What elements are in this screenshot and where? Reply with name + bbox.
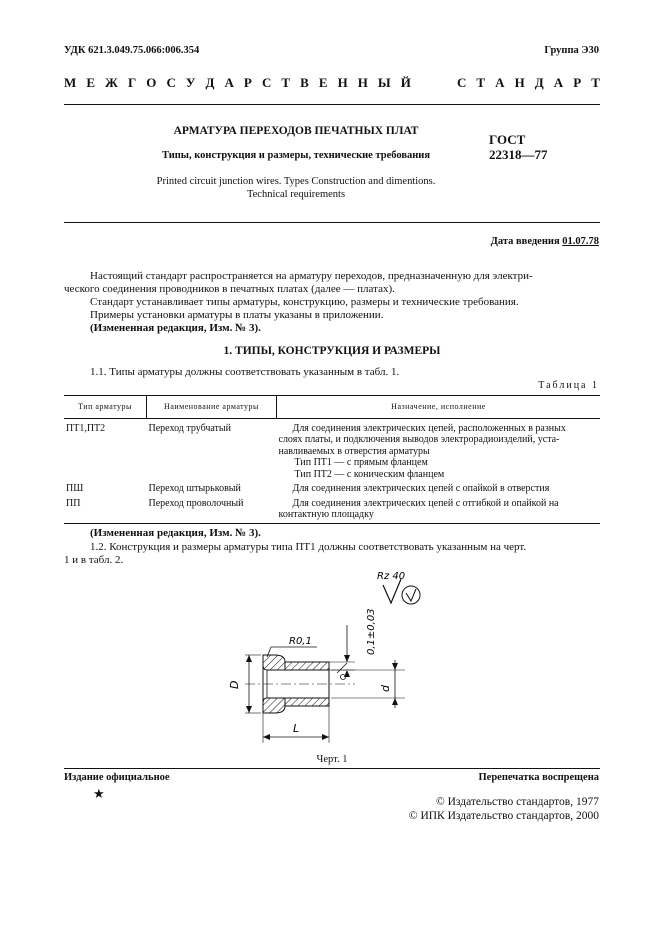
part-body [245, 655, 355, 713]
interstate-letter: С [166, 75, 176, 90]
star-icon: ★ [93, 786, 105, 801]
tolerance-dimension [329, 608, 377, 677]
purpose-subline: Тип ПТ2 — с коническим фланцем [294, 468, 445, 480]
technical-drawing [205, 565, 435, 750]
table-label: Таблица 1 [538, 380, 599, 391]
roughness-label: Rz 40 [377, 571, 406, 582]
interstate-letter: С [456, 75, 467, 90]
copyright-2000: © ИПК Издательство стандартов, 2000 [408, 810, 599, 822]
english-title-line-1: Printed circuit junction wires. Types Construction and dimentions. [156, 176, 436, 187]
interstate-letter: Ж [105, 75, 118, 90]
intro-p1-line2: ческого соединения проводников в печатных платах (далее — платах). [64, 283, 395, 295]
table-header-type: Тип арматуры [64, 396, 147, 419]
intro-p3: Примеры установки арматуры в платы указаны в приложении. [90, 309, 384, 321]
header-divider [64, 104, 600, 105]
interstate-letter: Т [281, 75, 291, 90]
dimension-L-label: L [293, 722, 300, 735]
dimension-d-label: d [379, 685, 392, 692]
document-title: АРМАТУРА ПЕРЕХОДОВ ПЕЧАТНЫХ ПЛАТ [173, 125, 419, 137]
table-row [64, 495, 600, 524]
clause-1-2-line1: 1.2. Конструкция и размеры арматуры типа ПТ1 должны соответствовать указанным на черт. [90, 541, 527, 553]
interstate-letter: Р [243, 75, 252, 90]
table-cell-purpose [277, 495, 601, 524]
types-table [64, 395, 600, 524]
dimension-D-label: D [228, 680, 241, 689]
interstate-letter: А [553, 75, 564, 90]
intro-text [64, 270, 600, 335]
interstate-letter: Д [534, 75, 544, 90]
table-cell-purpose [277, 418, 601, 480]
clause-1-2 [64, 541, 600, 567]
dimension-D [228, 655, 261, 713]
purpose-line: навливаемых в отверстия арматуры [278, 445, 430, 457]
effective-date-label: Дата введения [490, 236, 560, 247]
table-cell-purpose [277, 480, 601, 495]
roughness-symbol [377, 571, 420, 604]
gost-number: 22318—77 [489, 147, 548, 162]
gost-designation [489, 132, 548, 162]
english-title-line-2: Technical requirements [246, 189, 346, 200]
interstate-letter: Д [205, 75, 215, 90]
gost-label: ГОСТ [489, 132, 526, 147]
title-divider [64, 222, 600, 223]
table-cell-name: Переход трубчатый [148, 422, 231, 434]
intro-amendment: (Измененная редакция, Изм. № 3). [90, 322, 261, 334]
interstate-letter: Е [318, 75, 328, 90]
table-header-purpose: Назначение, исполнение [277, 396, 601, 419]
chamfer-mark [337, 663, 347, 680]
table-row [64, 480, 600, 495]
reprint-notice: Перепечатка воспрещена [478, 772, 599, 783]
interstate-letter: Ы [377, 75, 391, 90]
interstate-letter: Г [127, 75, 137, 90]
table-header-row [64, 396, 600, 419]
interstate-letter: М [64, 75, 77, 90]
footer-divider [64, 768, 600, 769]
section-heading: 1. ТИПЫ, КОНСТРУКЦИЯ И РАЗМЕРЫ [223, 345, 441, 357]
udk-code: УДК 621.3.049.75.066:006.354 [64, 45, 200, 56]
table-row [64, 418, 600, 480]
interstate-letter: В [300, 75, 309, 90]
effective-date [491, 236, 599, 247]
table-cell-type: ПТ1,ПТ2 [66, 422, 106, 434]
table-cell-name: Переход проволочный [147, 495, 277, 524]
purpose-line: контактную площадку [278, 509, 374, 520]
interstate-letter: Т [591, 75, 600, 90]
radius-callout [267, 636, 317, 657]
table-cell-name: Переход штырьковый [148, 483, 241, 494]
effective-date-value: 01.07.78 [562, 236, 599, 247]
table-cell-type: ПШ [66, 483, 84, 494]
interstate-letter: Т [476, 75, 486, 90]
interstate-letter: О [146, 75, 157, 90]
purpose-line: Для соединения электрических цепей с опайкой в отверстия [292, 483, 550, 494]
interstate-letter: Е [86, 75, 95, 90]
purpose-subline: Тип ПТ1 — с прямым фланцем [294, 457, 428, 468]
clause-1-1: 1.1. Типы арматуры должны соответствовать указанным в табл. 1. [90, 366, 400, 378]
interstate-letter: Н [337, 75, 348, 90]
english-title [96, 175, 496, 201]
purpose-line: Для соединения электрических цепей с отгибкой и опайкой на [292, 497, 559, 509]
intro-p2: Стандарт устанавливает типы арматуры, конструкцию, размеры и технические требования. [90, 296, 519, 308]
official-edition: Издание официальное [64, 772, 170, 783]
interstate-standard-heading [64, 75, 600, 91]
figure-caption: Черт. 1 [316, 754, 348, 765]
document-subtitle: Типы, конструкция и размеры, технические требования [161, 150, 431, 161]
interstate-letter: Н [357, 75, 368, 90]
interstate-letter: Р [573, 75, 582, 90]
interstate-letter [421, 75, 429, 91]
interstate-letter [439, 75, 447, 91]
clause-1-2-line2: 1 и в табл. 2. [64, 554, 124, 566]
table-header-name: Наименование арматуры [147, 396, 277, 419]
interstate-letter: А [224, 75, 234, 90]
table-cell-type: ПП [64, 495, 147, 524]
interstate-letter: А [495, 75, 505, 90]
copyright-1977: © Издательство стандартов, 1977 [435, 796, 599, 808]
intro-p1-line1: Настоящий стандарт распространяется на арматуру переходов, предназначенную для электри- [90, 270, 533, 282]
interstate-letter: Й [400, 75, 411, 90]
radius-label: R0,1 [289, 636, 312, 647]
group-code: Группа Э30 [544, 45, 599, 56]
interstate-letter: Н [514, 75, 525, 90]
interstate-letter: У [185, 75, 196, 90]
interstate-letter: С [261, 75, 272, 90]
tolerance-label: 0,1±0,03 [366, 608, 377, 655]
purpose-line: слоях платы, и подключения выводов электрорадиоизделий, уста- [278, 434, 560, 445]
purpose-line: Для соединения электрических цепей, расположенных в разных [292, 422, 566, 434]
amendment-note: (Измененная редакция, Изм. № 3). [90, 527, 261, 539]
